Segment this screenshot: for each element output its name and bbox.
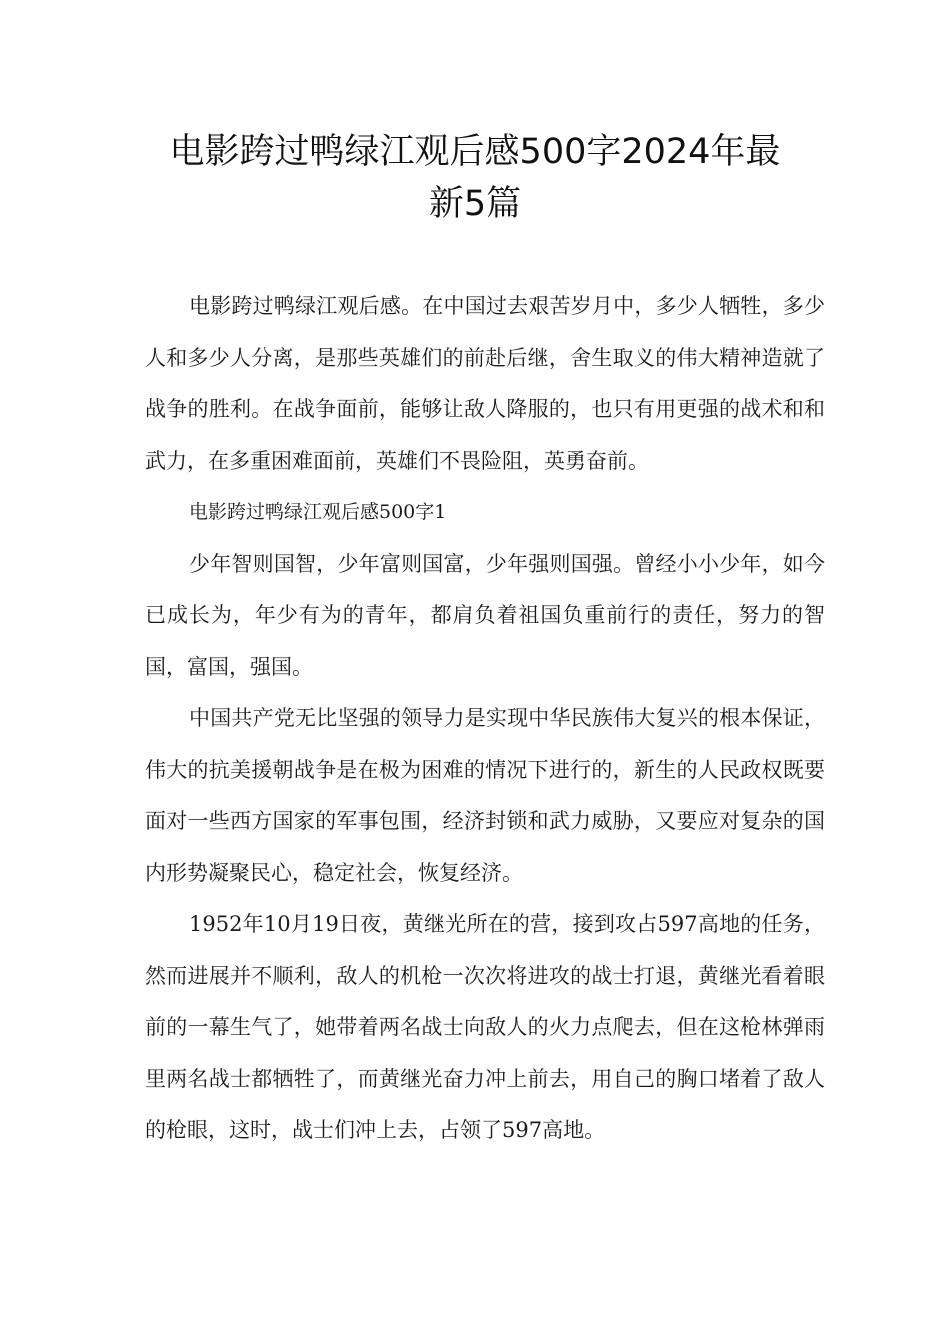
title-line-1: 电影跨过鸭绿江观后感500字2024年最 (169, 132, 781, 172)
intro-paragraph: 电影跨过鸭绿江观后感。在中国过去艰苦岁月中，多少人牺牲，多少人和多少人分离，是那些英雄们的前赴后继，舍生取义的伟大精神造就了战争的胜利。在战争面前，能够让敌人降服的，也只有用更强的战术和和武力，在多重困难面前，英雄们不畏险阻，英勇奋前。 (145, 294, 825, 473)
body-paragraph: 1952年10月19日夜，黄继光所在的营，接到攻占597高地的任务，然而进展并不顺利，敌人的机枪一次次将进攻的战士打退，黄继光看着眼前的一幕生气了，她带着两名战士向敌人的火力点爬去，但在这枪林弹雨里两名战士都牺牲了，而黄继光奋力冲上前去，用自己的胸口堵着了敌人的枪眼，这时，战士们冲上去，占领了597高地。 (145, 912, 825, 1142)
body-paragraph: 中国共产党无比坚强的领导力是实现中华民族伟大复兴的根本保证，伟大的抗美援朝战争是在极为困难的情况下进行的，新生的人民政权既要面对一些西方国家的军事包围，经济封锁和武力威胁，又要应对复杂的国内形势凝聚民心，稳定社会，恢复经济。 (145, 706, 825, 885)
body-paragraph: 少年智则国智，少年富则国富，少年强则国强。曾经小小少年，如今已成长为，年少有为的青年，都肩负着祖国负重前行的责任，努力的智国，富国，强国。 (145, 551, 825, 679)
document-body (145, 281, 825, 1157)
title-line-2: 新5篇 (428, 184, 522, 224)
document-title (100, 126, 850, 230)
section-heading: 电影跨过鸭绿江观后感500字1 (189, 501, 447, 523)
